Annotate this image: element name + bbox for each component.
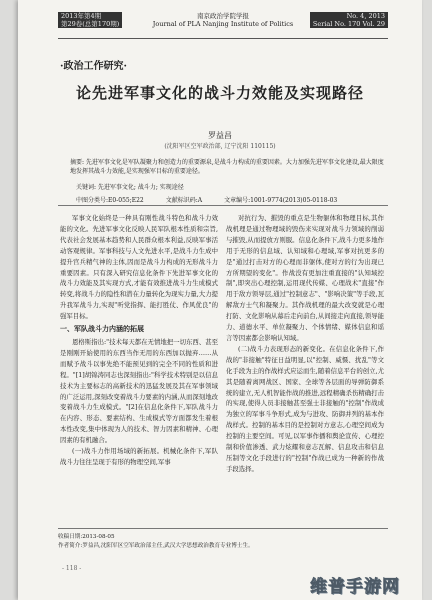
author-affiliation: (沈阳军区空军政治部, 辽宁沈阳 110115) [164,143,276,150]
classification-line [76,195,392,204]
received-date: 收稿日期:2013-08-05 [58,534,115,540]
page-number: - 118 - [62,565,82,572]
left-text-column [60,213,218,468]
issue-info-en [310,12,388,28]
header-divider [58,205,388,206]
issue-number-en: No. 4, 2013 [310,12,388,20]
footnote [58,528,388,551]
journal-page [18,0,422,600]
journal-name [148,12,298,28]
article-title: 论先进军事文化的战斗力效能及实现路径 [75,84,364,102]
clc-number: 中图分类号:E0-055;E22 [76,197,144,204]
paragraph: 对抗行为、摧毁的重点是生物躯体和物理目标,其作战机理是通过物理域的毁伤来实现对战斗力领域的削弱与摧毁,从而提放方则服。信息化条件下,战斗力更多地作用于无形的信息域、认知域和心理域,军事对抗更多的是"通过打击对方的心理而非躯体,使对方的行为出现已方所期望的变化"。作战没有更加注重直接的"认知域控制",即突出心理控制,运用现代传媒、心理战术"直接"作用于敌方领导层,通过"控制意志"、"影响决策"等手段,瓦解敌方士气和凝聚力。其作战机理的最大改变就是心理打防、文化影响从幕后走向前台,从间接走向直接,领导能力、道德水平、单位凝聚力、个体情绪、媒体信息和谣言等因素都会影响认知域。 [226,214,384,342]
keywords: 关键词: 先进军事文化; 战斗力; 实现途径 [76,184,184,191]
author-bio: 作者简介:罗益昌,沈阳军区空军政治部主任,武汉大学思想政治教育专业博士生。 [58,543,254,549]
document-code: 文献标识码:A [165,197,203,204]
running-header [58,12,388,39]
paragraph: 军事文化始终是一种具有刚性战斗特色和战斗力效能的文化。先进军事文化反映人民军队根本性质和宗旨,代表社会发展基本趋势和人民群众根本利益,反映军事活动客观规律。军事科技与人文先进水平,是战斗力生成中提升官兵精气神的主体,因而是战斗力构成的无形战斗力重要因素。只有深入研究信息化条件下先进军事文化的战斗力效能及其实现方式,才能有效推进战斗力生成模式转变,将战斗力的隐性和潜在力量转化为现实力量,大力提升我军战斗力,实现"听党指挥、能打胜仗、作风优良"的强军目标。 [60,214,218,321]
paragraph: 恩格斯指出:"技术每天都在无情地把一切东西、甚至是刚刚开始使用的东西当作无用的东西加以抛弃……从而赋予战斗以事先绝不能预见到的完全不同的性质和进程。"[1]胡锦涛同志也深刻指出:"科学技术特别是以信息技术为主要标志的高新技术的迅猛发展及其在军事领域的广泛运用,深刻改变着战斗力要素的内涵,从而深刻地改变着战斗力生成模式。"[2]在信息化条件下,军队战斗力在内容、形态、要素结构、生成模式等方面都发生着根本性改变,集中体现为人的技术、智力因素和精神、心理因素的有机融合。 [60,337,218,445]
author-name: 罗益昌 [208,131,232,140]
journal-name-cn: 南京政治学院学报 [197,12,249,20]
paragraph: (一)战斗力作用场域的新拓展。机械化条件下,军队战斗力往往呈现于有形的物理空间,军事 [60,447,218,466]
article-number: 文章编号:1001-9774(2013)05-0118-03 [224,197,338,204]
issue-year: 2013年第4期 [58,12,122,20]
watermark-logo: 维普手游网 [310,577,400,597]
section-heading: 一、军队战斗力内涵的拓展 [60,324,144,334]
issue-volume: 第29卷(总第170期) [58,20,122,28]
paragraph: (二)战斗力表现形态的新变化。在信息化条件下,作战的"非接触"特征日益明显,以"控制、威慑、扰乱"等文化手段为主的作战样式应运而生,随着信息平台的创立,尤其是随着离网战区、国家、全球等各层面的导弹防御系统的建立,无人机智能作战的推进,远程精确杀伤精确打击的实现,使得人员非接触甚至强士非接触的"控制"作战成为独立的军事斗争形式,成为与进攻、防御并列的基本作战样式。控制的基本目的是控制对方意志,心理空间成为控制的主要空间。可见,以军事作播和舆论宣传、心理控制和价值渗透、武力炫耀和意志瓦解、信息攻击和信息压制等文化手段进行的"控制"作战已成为一种新的作战手段选择。 [226,344,384,473]
issue-info [58,12,122,28]
abstract: 摘要: 先进军事文化是军队凝聚力和创造力的重要源泉,是战斗力构成的重要因素。大力加强先进军事文化建设,最大限度地发挥其战斗力效能,是实现强军目标的重要途径。 [70,159,384,175]
right-text-column [226,213,384,475]
serial-number-en: Serial No. 170 Vol. 29 [310,20,388,28]
column-name: ·政治工作研究· [60,61,127,72]
journal-name-en: Journal of PLA Nanjing Institute of Politics [152,20,294,28]
